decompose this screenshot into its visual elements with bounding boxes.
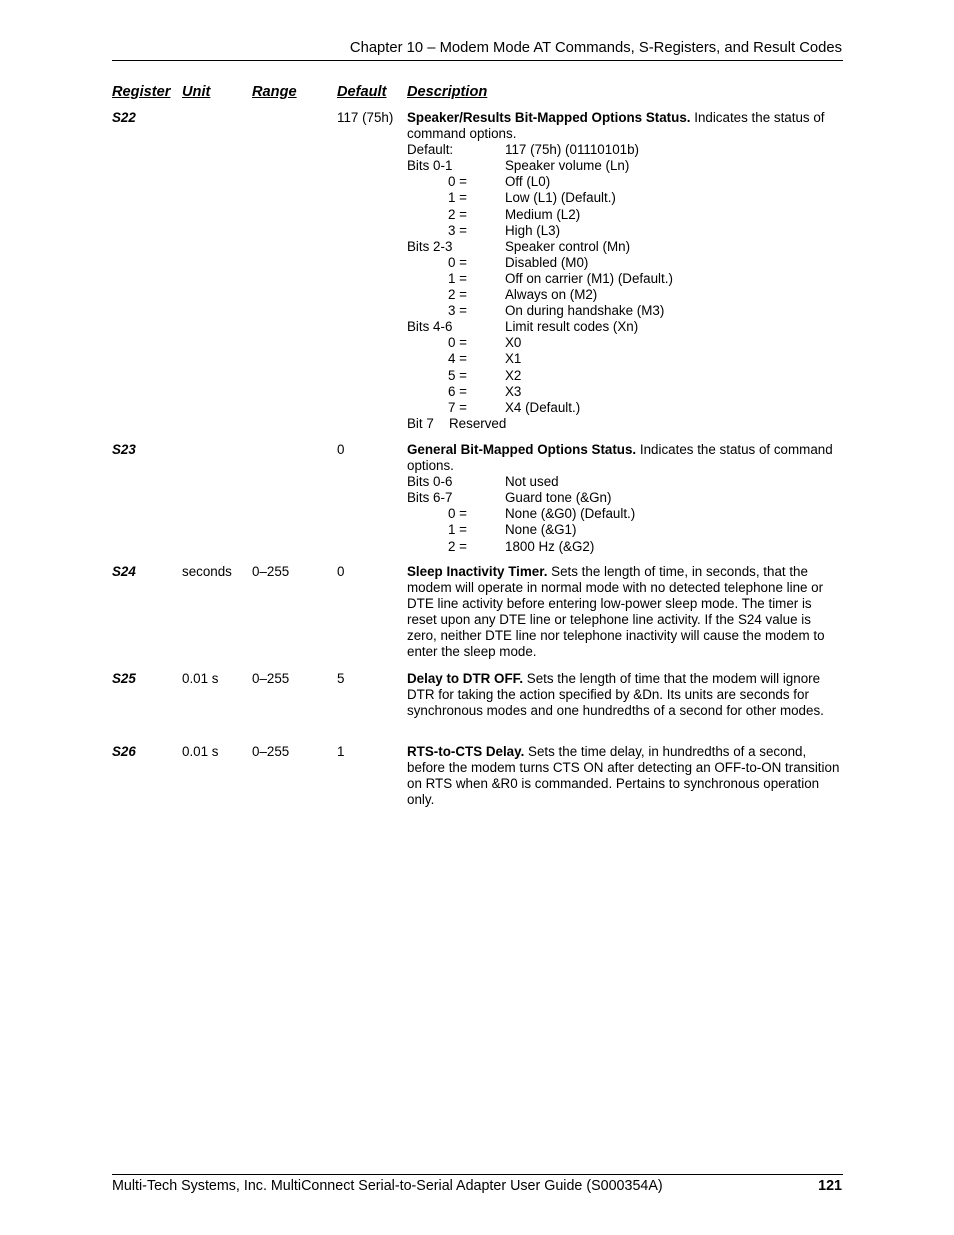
option-value: X0 (505, 335, 522, 351)
description-title: General Bit-Mapped Options Status. (407, 442, 637, 457)
register-id: S22 (112, 110, 136, 125)
bit-field-label: Bits 4-6 (407, 319, 453, 335)
bit-field-label: Default: (407, 142, 454, 158)
column-header-description: Description (407, 84, 488, 100)
description-paragraph (407, 442, 843, 474)
option-value: 1800 Hz (&G2) (505, 538, 595, 554)
bit-field-label: Bits 6-7 (407, 490, 453, 506)
bit-field-row (407, 416, 843, 432)
description-title: Speaker/Results Bit-Mapped Options Status. (407, 110, 691, 125)
bit-option-row (407, 287, 843, 303)
description-text: Sets the length of time that the modem will ignore DTR for taking the action specified by &Dn. Its units are seconds for synchronous modes and one hundredths of a second for other modes. (407, 671, 824, 719)
option-code: 1 = (448, 270, 467, 286)
bit-field-label: Bits 0-1 (407, 158, 453, 174)
register-unit: 0.01 s (182, 671, 219, 686)
register-id: S23 (112, 442, 136, 457)
bit-field-label: Bits 0-6 (407, 474, 453, 490)
page-header-title: Chapter 10 – Modem Mode AT Commands, S-Registers, and Result Codes (349, 40, 842, 56)
column-header-register: Register (112, 84, 171, 100)
option-code: 2 = (448, 206, 467, 222)
option-value: High (L3) (505, 222, 561, 238)
bit-option-row (407, 384, 843, 400)
option-value: Off on carrier (M1) (Default.) (505, 270, 673, 286)
option-code: 2 = (448, 287, 467, 303)
bit-field-value: 117 (75h) (01110101b) (505, 142, 640, 158)
bit-option-row (407, 522, 843, 538)
bit-field-label: Bits 2-3 (407, 238, 453, 254)
option-code: 0 = (448, 174, 467, 190)
description-paragraph (407, 744, 843, 808)
option-code: 0 = (448, 254, 467, 270)
option-code: 6 = (448, 383, 467, 399)
option-value: X2 (505, 367, 522, 383)
register-range: 0–255 (252, 671, 290, 686)
option-code: 1 = (448, 522, 467, 538)
column-header-unit: Unit (182, 84, 211, 100)
bit-field-row (407, 474, 843, 490)
bit-option-row (407, 506, 843, 522)
option-code: 3 = (448, 303, 467, 319)
option-code: 4 = (448, 351, 467, 367)
description-paragraph (407, 110, 843, 142)
page-number: 121 (818, 1178, 842, 1194)
register-unit: 0.01 s (182, 744, 219, 759)
register-description (407, 671, 843, 719)
option-value: X3 (505, 383, 522, 399)
bit-option-row (407, 539, 843, 555)
bit-field-value: Speaker volume (Ln) (505, 158, 630, 174)
description-text: Sets the time delay, in hundredths of a second, before the modem turns CTS ON after detecting an OFF-to-ON transition on RTS when &R0 is commanded. Pertains to synchronous operation only. (407, 744, 840, 808)
bit-field-value: Not used (505, 474, 559, 490)
register-default: 1 (337, 744, 345, 759)
bit-option-row (407, 223, 843, 239)
option-value: X1 (505, 351, 522, 367)
register-default: 0 (337, 564, 345, 579)
column-header-default: Default (337, 84, 387, 100)
bit-field-row (407, 158, 843, 174)
description-paragraph (407, 671, 843, 719)
bit-option-row (407, 335, 843, 351)
register-id: S24 (112, 564, 136, 579)
bit-option-row (407, 400, 843, 416)
option-code: 1 = (448, 190, 467, 206)
option-value: None (&G0) (Default.) (505, 506, 636, 522)
option-code: 3 = (448, 222, 467, 238)
description-text: Indicates the status of command options. (407, 110, 825, 142)
register-default: 5 (337, 671, 345, 686)
option-code: 5 = (448, 367, 467, 383)
option-code: 0 = (448, 335, 467, 351)
bit-option-row (407, 368, 843, 384)
description-title: RTS-to-CTS Delay. (407, 744, 525, 759)
register-default: 117 (75h) (337, 110, 394, 125)
option-value: Low (L1) (Default.) (505, 190, 616, 206)
bit-option-row (407, 190, 843, 206)
register-id: S26 (112, 744, 136, 759)
description-paragraph (407, 564, 843, 661)
description-text: Indicates the status of command options. (407, 442, 833, 474)
bit-option-row (407, 174, 843, 190)
register-id: S25 (112, 671, 136, 686)
option-value: X4 (Default.) (505, 399, 581, 415)
register-description (407, 564, 843, 661)
bit-option-row (407, 255, 843, 271)
register-range: 0–255 (252, 564, 290, 579)
bit-option-row (407, 271, 843, 287)
bit-field-value: Reserved (449, 415, 507, 431)
header-divider (112, 60, 843, 61)
bit-option-row (407, 207, 843, 223)
option-value: Always on (M2) (505, 287, 598, 303)
register-default: 0 (337, 442, 345, 457)
column-header-range: Range (252, 84, 297, 100)
register-description (407, 442, 843, 555)
bit-option-row (407, 303, 843, 319)
footer-text: Multi-Tech Systems, Inc. MultiConnect Serial-to-Serial Adapter User Guide (S000354A) (112, 1178, 663, 1194)
bit-field-value: Limit result codes (Xn) (505, 319, 639, 335)
footer-divider (112, 1174, 843, 1175)
description-text: Sets the length of time, in seconds, that the modem will operate in normal mode with no detected telephone line or DTE line activity before entering low-power sleep mode. The timer is reset upon any DTE line or telephone line activity. If the S24 value is zero, neither DTE line nor telephone inactivity will cause the modem to enter the sleep mode. (407, 564, 825, 660)
bit-field-row (407, 239, 843, 255)
register-range: 0–255 (252, 744, 290, 759)
bit-field-row (407, 490, 843, 506)
option-value: Disabled (M0) (505, 254, 589, 270)
option-code: 0 = (448, 506, 467, 522)
register-description (407, 744, 843, 808)
bit-field-value: Guard tone (&Gn) (505, 490, 612, 506)
bit-option-row (407, 351, 843, 367)
bit-field-value: Speaker control (Mn) (505, 238, 631, 254)
option-code: 2 = (448, 538, 467, 554)
bit-field-label: Bit 7 (407, 415, 434, 431)
bit-field-row (407, 142, 843, 158)
description-title: Delay to DTR OFF. (407, 671, 524, 686)
register-description (407, 110, 843, 432)
register-unit: seconds (182, 564, 232, 579)
option-value: On during handshake (M3) (505, 303, 665, 319)
option-value: None (&G1) (505, 522, 577, 538)
description-title: Sleep Inactivity Timer. (407, 564, 548, 579)
bit-field-row (407, 319, 843, 335)
option-value: Off (L0) (505, 174, 551, 190)
option-value: Medium (L2) (505, 206, 581, 222)
option-code: 7 = (448, 399, 467, 415)
